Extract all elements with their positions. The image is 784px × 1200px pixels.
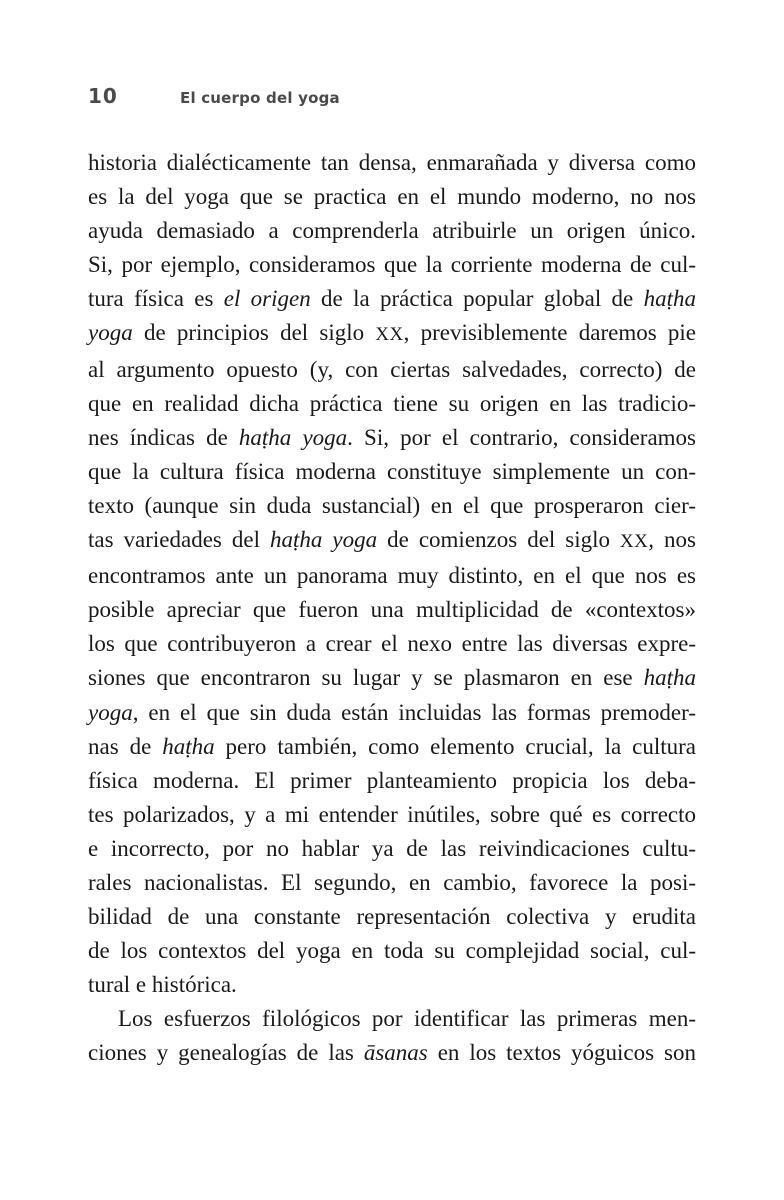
text-line (88, 421, 696, 455)
italic-term: haṭha yoga (238, 424, 348, 450)
text-run: los que contribuyeron a crear el nexo entre las diversas expre- (88, 631, 696, 657)
text-line (88, 523, 696, 559)
running-head (88, 84, 340, 108)
italic-term: yoga (88, 699, 133, 725)
text-run: pero también, como elemento crucial, la cultura (214, 733, 696, 759)
text-run: de principios del siglo (132, 320, 376, 346)
text-line (88, 832, 696, 866)
text-run: es la del yoga que se practica en el mundo moderno, no nos (88, 184, 696, 210)
text-run: tural e histórica. (88, 972, 237, 998)
text-run: , nos (648, 527, 696, 553)
italic-term: haṭha yoga (270, 527, 378, 553)
text-run: tas variedades del (88, 527, 270, 553)
text-run: tura física es (88, 286, 224, 312)
italic-term: el origen (223, 286, 311, 312)
text-run: rales nacionalistas. El segundo, en cambio, favorece la posi- (88, 869, 696, 895)
text-line (88, 214, 696, 248)
text-line (88, 661, 696, 695)
italic-term: haṭha (643, 665, 696, 691)
text-run: al argumento opuesto (y, con ciertas salvedades, correcto) de (88, 356, 696, 382)
italic-term: yoga (88, 320, 133, 346)
text-line (88, 489, 696, 523)
italic-term: haṭha (162, 733, 215, 759)
text-run: ayuda demasiado a comprenderla atribuirle un origen único. (88, 218, 696, 244)
text-run: posible apreciar que fueron una multiplicidad de «contextos» (88, 597, 696, 623)
text-run: ciones y genealogías de las (88, 1040, 364, 1066)
text-run: de la práctica popular global de (310, 286, 644, 312)
text-line (88, 627, 696, 661)
text-run: de comienzos del siglo (377, 527, 621, 553)
text-run: nas de (88, 733, 163, 759)
page-number: 10 (88, 84, 118, 108)
text-line (88, 900, 696, 934)
text-run: historia dialécticamente tan densa, enmarañada y diversa como (88, 150, 696, 175)
text-line (88, 282, 696, 316)
text-run: texto (aunque sin duda sustancial) en el que prosperaron cier- (88, 492, 696, 518)
running-title: El cuerpo del yoga (180, 89, 340, 107)
text-run: nes índicas de (88, 424, 239, 450)
text-line (88, 764, 696, 798)
text-line (88, 798, 696, 832)
text-line (88, 1002, 696, 1036)
text-run: de los contextos del yoga en toda su complejidad social, cul- (88, 938, 696, 964)
text-line (88, 730, 696, 764)
text-line (88, 180, 696, 214)
text-line (88, 934, 696, 968)
small-caps-text: XX (620, 531, 649, 553)
text-run: Si, por ejemplo, consideramos que la corriente moderna de cul- (88, 252, 696, 278)
italic-term: āsanas (363, 1040, 428, 1066)
text-run: Los esfuerzos filológicos por identificar las primeras men- (118, 1006, 696, 1032)
text-run: tes polarizados, y a mi entender inútiles, sobre qué es correcto (88, 801, 696, 827)
text-run: física moderna. El primer planteamiento propicia los deba- (88, 767, 696, 793)
text-line (88, 455, 696, 489)
text-line (88, 696, 696, 730)
text-run: , previsiblemente daremos pie (403, 320, 696, 346)
text-line (88, 559, 696, 593)
text-line (88, 593, 696, 627)
text-line (88, 316, 696, 352)
text-run: , en el que sin duda están incluidas las formas premoder- (132, 699, 696, 725)
text-run: siones que encontraron su lugar y se plasmaron en ese (88, 665, 644, 691)
text-line (88, 248, 696, 282)
text-line (88, 146, 696, 180)
body-text (88, 146, 696, 1071)
text-run: e incorrecto, por no hablar ya de las reivindicaciones cultu- (88, 835, 696, 861)
text-line (88, 1036, 696, 1070)
text-run: . Si, por el contrario, consideramos (347, 424, 696, 450)
italic-term: haṭha (643, 286, 696, 312)
text-line (88, 968, 696, 1002)
text-line (88, 866, 696, 900)
text-run: que la cultura física moderna constituye simplemente un con- (88, 458, 696, 484)
paragraph (88, 146, 696, 1002)
text-run: que en realidad dicha práctica tiene su origen en las tradicio- (88, 390, 696, 416)
paragraph (88, 1002, 696, 1070)
small-caps-text: XX (375, 324, 404, 346)
text-line (88, 353, 696, 387)
text-run: en los textos yóguicos son (427, 1040, 696, 1066)
text-run: bilidad de una constante representación colectiva y erudita (88, 904, 696, 930)
text-line (88, 387, 696, 421)
text-run: encontramos ante un panorama muy distinto, en el que nos es (88, 563, 696, 589)
